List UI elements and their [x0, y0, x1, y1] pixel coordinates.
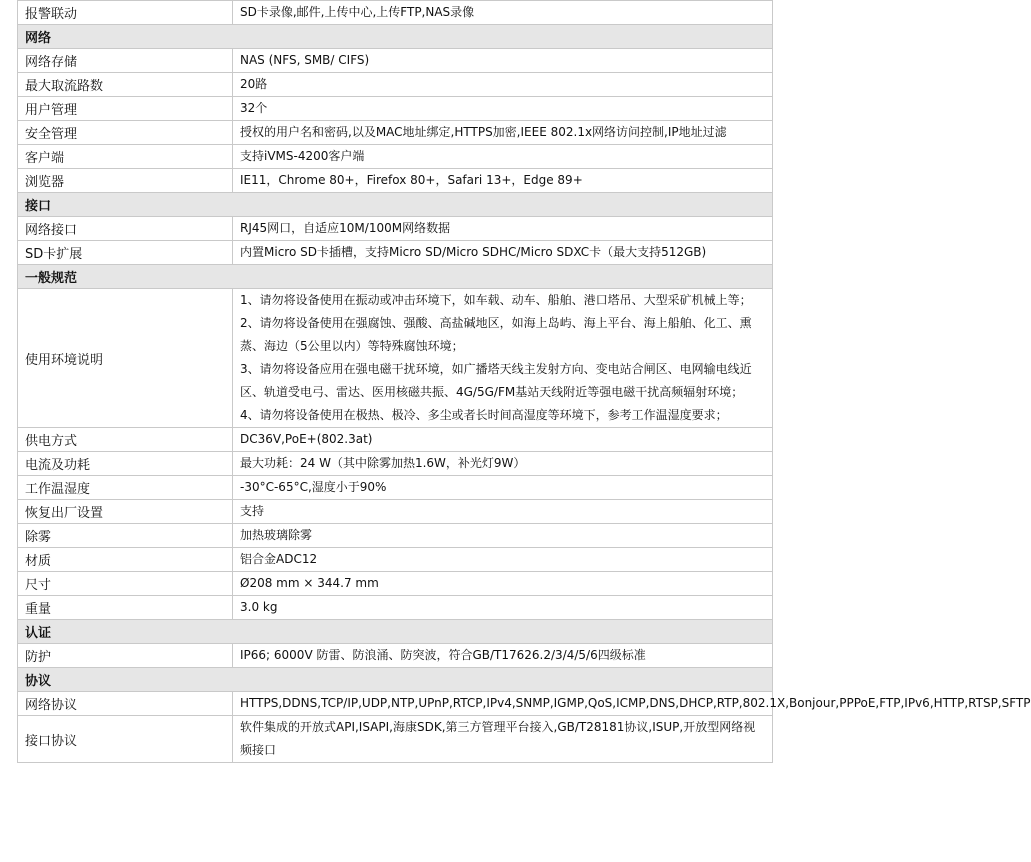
spec-row — [18, 1, 773, 25]
spec-row — [18, 692, 773, 716]
section-title: 接口 — [18, 193, 773, 217]
spec-row — [18, 500, 773, 524]
spec-key: 用户管理 — [18, 97, 233, 121]
section-header-row — [18, 620, 773, 644]
spec-value: IP66; 6000V 防雷、防浪涌、防突波，符合GB/T17626.2/3/4/5/6四级标准 — [233, 644, 773, 668]
spec-value: IE11，Chrome 80+，Firefox 80+，Safari 13+，Edge 89+ — [233, 169, 773, 193]
spec-value-paragraph: 3、请勿将设备应用在强电磁干扰环境，如广播塔天线主发射方向、变电站合闸区、电网输电线近区、轨道受电弓、雷达、医用核磁共振、4G/5G/FM基站天线附近等强电磁干扰高频辐射环境； — [240, 362, 752, 399]
spec-row — [18, 716, 773, 763]
spec-value: 最大功耗：24 W（其中除雾加热1.6W，补光灯9W） — [233, 452, 773, 476]
spec-row — [18, 97, 773, 121]
spec-table-body — [18, 1, 1031, 763]
spec-key: 网络接口 — [18, 217, 233, 241]
spec-key: 电流及功耗 — [18, 452, 233, 476]
spec-row — [18, 217, 773, 241]
spec-key: 重量 — [18, 596, 233, 620]
spec-value: 铝合金ADC12 — [233, 548, 773, 572]
spec-row — [18, 241, 773, 265]
spec-value-paragraph: 1、请勿将设备使用在振动或冲击环境下，如车载、动车、船舶、港口塔吊、大型采矿机械上等； — [240, 293, 752, 307]
spec-row — [18, 73, 773, 97]
spec-table-container — [17, 0, 1031, 763]
section-header-row — [18, 265, 773, 289]
spec-key: 安全管理 — [18, 121, 233, 145]
spec-key: 浏览器 — [18, 169, 233, 193]
spec-row — [18, 452, 773, 476]
spec-value: Ø208 mm × 344.7 mm — [233, 572, 773, 596]
spec-row — [18, 49, 773, 73]
spec-row — [18, 596, 773, 620]
spec-value: 支持 — [233, 500, 773, 524]
spec-key: 尺寸 — [18, 572, 233, 596]
spec-key: 除雾 — [18, 524, 233, 548]
spec-row — [18, 169, 773, 193]
spec-key: 客户端 — [18, 145, 233, 169]
section-title: 一般规范 — [18, 265, 773, 289]
spec-value: RJ45网口，自适应10M/100M网络数据 — [233, 217, 773, 241]
spec-row — [18, 548, 773, 572]
spec-value: -30°C-65°C,湿度小于90% — [233, 476, 773, 500]
section-title: 认证 — [18, 620, 773, 644]
spec-row — [18, 644, 773, 668]
spec-key: 报警联动 — [18, 1, 233, 25]
spec-value: DC36V,PoE+(802.3at) — [233, 428, 773, 452]
spec-row — [18, 145, 773, 169]
spec-row — [18, 524, 773, 548]
spec-value-paragraph: 4、请勿将设备使用在极热、极冷、多尘或者长时间高湿度等环境下，参考工作温湿度要求； — [240, 408, 728, 422]
spec-row — [18, 289, 773, 428]
spec-value: 支持iVMS-4200客户端 — [233, 145, 773, 169]
spec-row — [18, 572, 773, 596]
spec-value: 授权的用户名和密码,以及MAC地址绑定,HTTPS加密,IEEE 802.1x网络访问控制,IP地址过滤 — [233, 121, 773, 145]
spec-row — [18, 428, 773, 452]
section-title: 协议 — [18, 668, 773, 692]
section-header-row — [18, 193, 773, 217]
spec-key: 防护 — [18, 644, 233, 668]
spec-value: 内置Micro SD卡插槽，支持Micro SD/Micro SDHC/Micro SDXC卡（最大支持512GB) — [233, 241, 773, 265]
spec-value-paragraph: 2、请勿将设备使用在强腐蚀、强酸、高盐碱地区，如海上岛屿、海上平台、海上船舶、化工、熏蒸、海边（5公里以内）等特殊腐蚀环境； — [240, 316, 752, 353]
spec-value: HTTPS,DDNS,TCP/IP,UDP,NTP,UPnP,RTCP,IPv4,SNMP,IGMP,QoS,ICMP,DNS,DHCP,RTP,802.1X,Bonjour,PPPoE,FTP,IPv6,HTTP,RTSP,SFTP — [233, 692, 773, 716]
spec-value: SD卡录像,邮件,上传中心,上传FTP,NAS录像 — [233, 1, 773, 25]
spec-key: 恢复出厂设置 — [18, 500, 233, 524]
spec-key: 网络存储 — [18, 49, 233, 73]
spec-row — [18, 476, 773, 500]
spec-key: SD卡扩展 — [18, 241, 233, 265]
spec-key: 接口协议 — [18, 716, 233, 763]
spec-value: 32个 — [233, 97, 773, 121]
spec-value: 3.0 kg — [233, 596, 773, 620]
spec-row — [18, 121, 773, 145]
spec-value: NAS (NFS, SMB/ CIFS) — [233, 49, 773, 73]
section-header-row — [18, 25, 773, 49]
section-header-row — [18, 668, 773, 692]
spec-value: 20路 — [233, 73, 773, 97]
spec-value: 加热玻璃除雾 — [233, 524, 773, 548]
spec-value — [233, 289, 773, 428]
section-title: 网络 — [18, 25, 773, 49]
spec-key: 最大取流路数 — [18, 73, 233, 97]
spec-value: 软件集成的开放式API,ISAPI,海康SDK,第三方管理平台接入,GB/T28181协议,ISUP,开放型网络视频接口 — [233, 716, 773, 763]
spec-key: 供电方式 — [18, 428, 233, 452]
spec-table — [17, 0, 1031, 763]
spec-key: 材质 — [18, 548, 233, 572]
spec-key: 网络协议 — [18, 692, 233, 716]
spec-key: 工作温湿度 — [18, 476, 233, 500]
spec-key: 使用环境说明 — [18, 289, 233, 428]
